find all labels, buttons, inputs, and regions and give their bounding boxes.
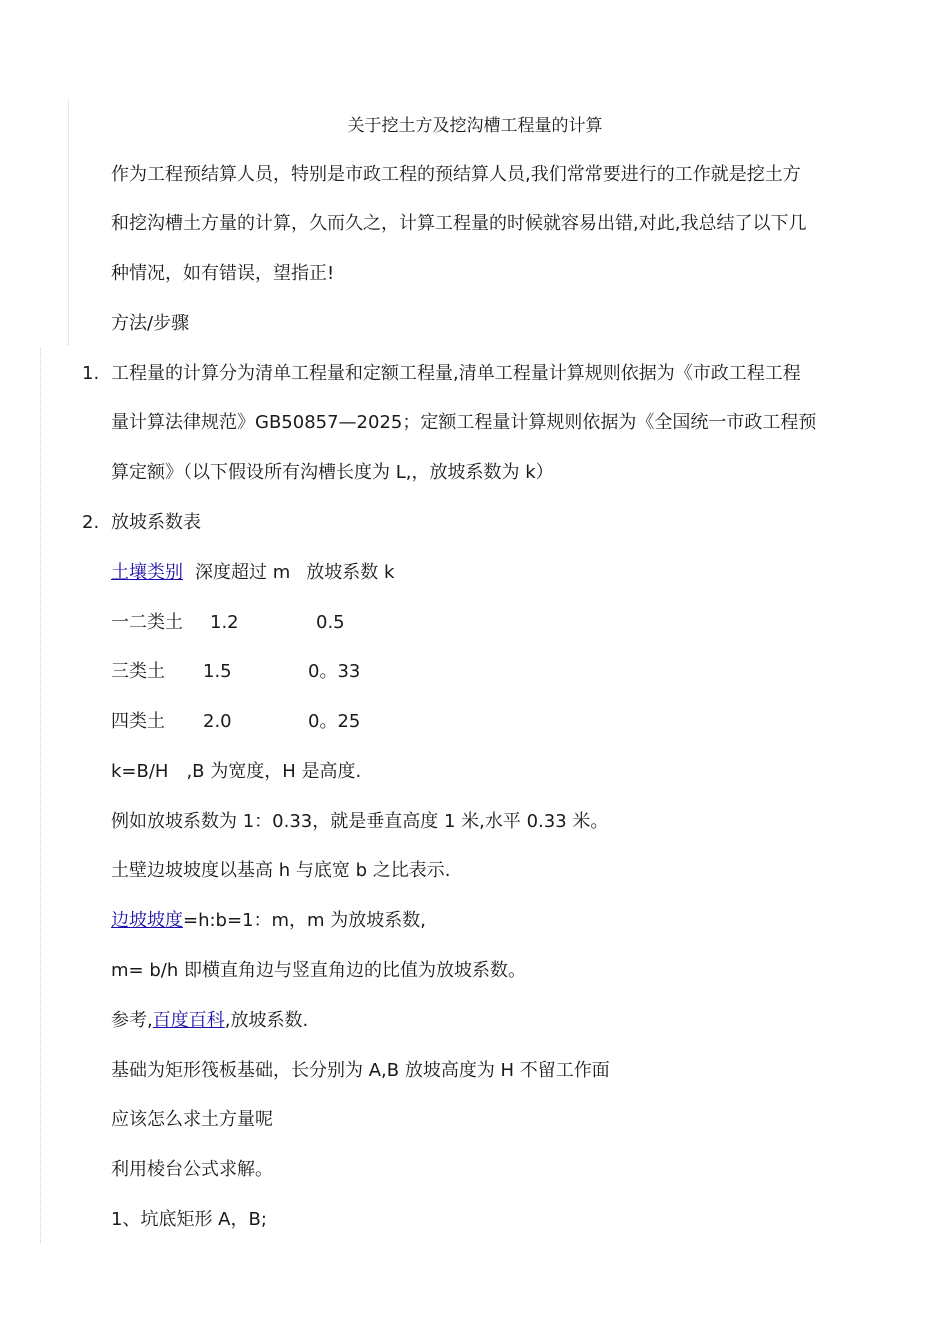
row-2-soil: 三类土 xyxy=(111,661,165,682)
table-header-coef: 放坡系数 k xyxy=(306,562,395,583)
intro-line-1: 作为工程预结算人员，特别是市政工程的预结算人员,我们常常要进行的工作就是挖土方 xyxy=(111,164,801,185)
table-header xyxy=(111,560,394,586)
row-1-depth: 1.2 xyxy=(210,612,239,633)
row-1-coef: 0.5 xyxy=(316,612,345,633)
table-header-depth: 深度超过 m xyxy=(195,562,291,583)
reference-line xyxy=(111,1008,308,1034)
question-line: 应该怎么求土方量呢 xyxy=(111,1109,273,1130)
row-2-coef: 0。33 xyxy=(308,661,361,682)
margin-guide-bottom xyxy=(40,348,41,1243)
formula-line: k=B/H ,B 为宽度，H 是高度. xyxy=(111,761,362,782)
method-heading: 方法/步骤 xyxy=(111,313,190,334)
step-1-line-2: 量计算法律规范》GB50857—2025；定额工程量计算规则依据为《全国统一市政工程预 xyxy=(111,412,817,433)
intro-line-3: 种情况，如有错误，望指正! xyxy=(111,263,335,284)
ref-prefix: 参考, xyxy=(111,1010,153,1031)
slope-rest: =h:b=1：m，m 为放坡系数, xyxy=(183,910,427,931)
step-1-line-1: 工程量的计算分为清单工程量和定额工程量,清单工程量计算规则依据为《市政工程工程 xyxy=(111,363,801,384)
row-2-depth: 1.5 xyxy=(203,661,232,682)
slope-desc-line: 土壁边坡坡度以基高 h 与底宽 b 之比表示. xyxy=(111,860,451,881)
ref-suffix: ,放坡系数. xyxy=(224,1010,309,1031)
method-line: 利用棱台公式求解。 xyxy=(111,1159,273,1180)
intro-line-2: 和挖沟槽土方量的计算，久而久之，计算工程量的时候就容易出错,对此,我总结了以下几 xyxy=(111,213,807,234)
m-desc-line: m= b/h 即横直角边与竖直角边的比值为放坡系数。 xyxy=(111,960,526,981)
step-2-number: 2. xyxy=(82,512,100,533)
step-1-line-3: 算定额》（以下假设所有沟槽长度为 L,，放坡系数为 k） xyxy=(111,462,554,483)
row-3-depth: 2.0 xyxy=(203,711,232,732)
baidu-baike-link[interactable]: 百度百科 xyxy=(152,1010,225,1031)
slope-link[interactable]: 边坡坡度 xyxy=(111,910,183,931)
foundation-line: 基础为矩形筏板基础，长分别为 A,B 放坡高度为 H 不留工作面 xyxy=(111,1060,610,1081)
row-1-soil: 一二类土 xyxy=(111,612,183,633)
slope-line xyxy=(111,908,426,934)
row-3-soil: 四类土 xyxy=(111,711,165,732)
step-2-heading: 放坡系数表 xyxy=(111,512,201,533)
soil-type-link[interactable]: 土壤类别 xyxy=(111,562,183,583)
step-1-number: 1. xyxy=(82,363,100,384)
example-line: 例如放坡系数为 1：0.33，就是垂直高度 1 米,水平 0.33 米。 xyxy=(111,811,609,832)
document-title: 关于挖土方及挖沟槽工程量的计算 xyxy=(347,116,603,136)
row-3-coef: 0。25 xyxy=(308,711,361,732)
item-1-line: 1、坑底矩形 A，B; xyxy=(111,1209,267,1230)
